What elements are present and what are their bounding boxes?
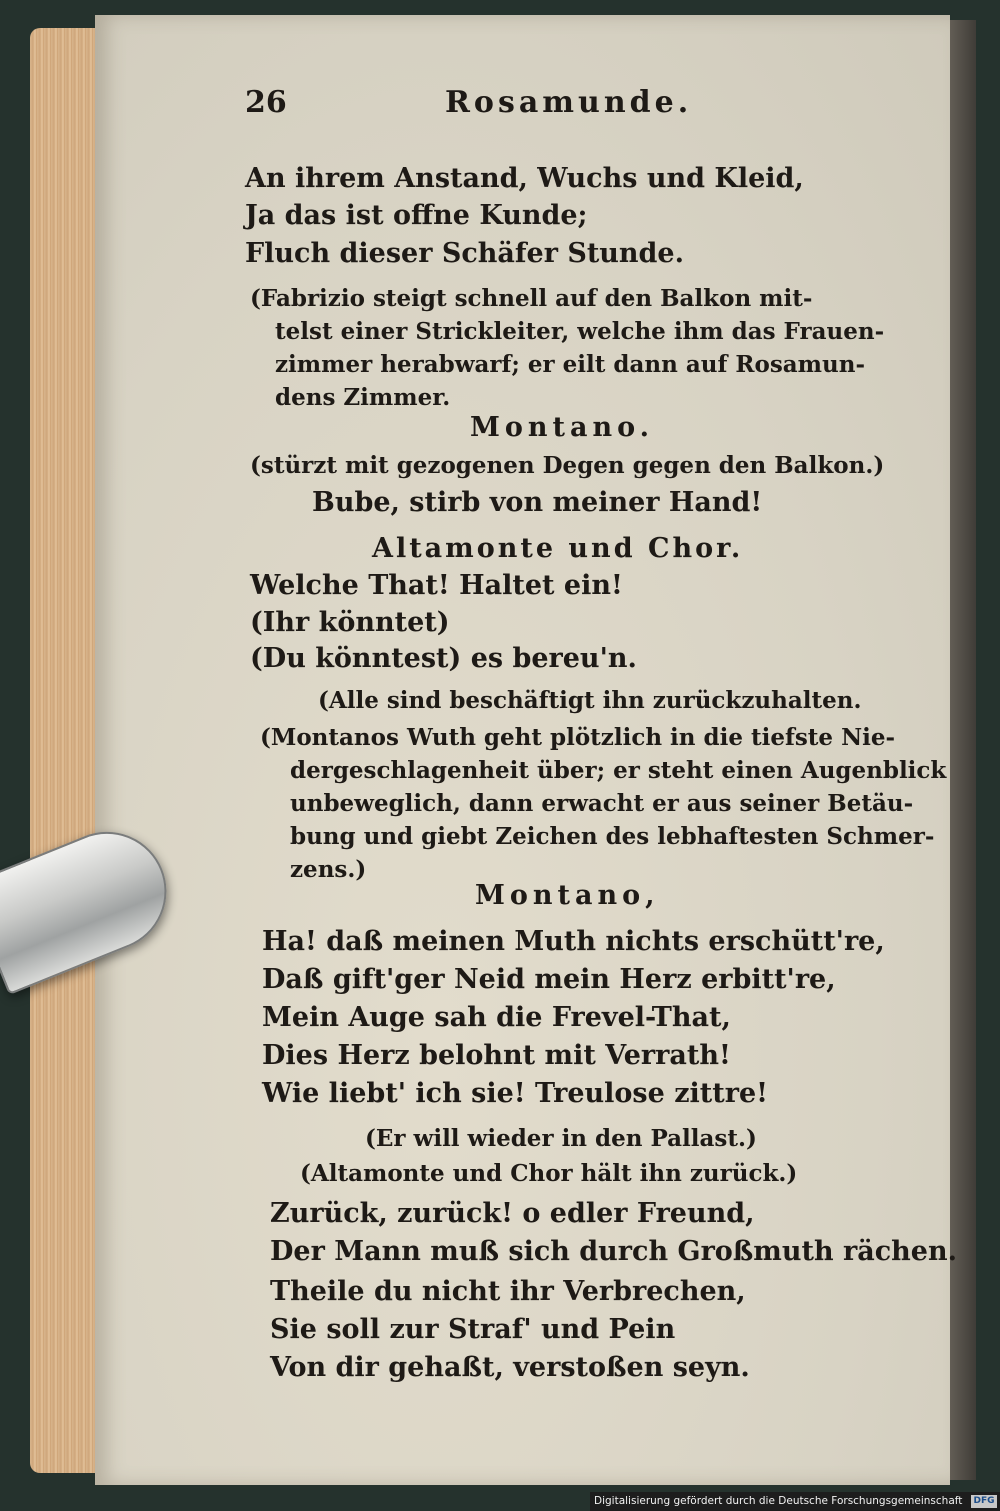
stage-direction: dens Zimmer.	[275, 384, 451, 411]
footer-bar	[590, 1492, 1000, 1511]
stage-direction: (Er will wieder in den Pallast.)	[365, 1125, 757, 1152]
verse-line: Der Mann muß sich durch Großmuth rächen.	[270, 1236, 958, 1267]
stage-direction: (Alle sind beschäftigt ihn zurückzuhalten.	[318, 687, 862, 714]
verse-line: Zurück, zurück! o edler Freund,	[270, 1198, 755, 1229]
verse-line: (Du könntest) es bereu'n.	[250, 643, 637, 674]
verse-line: Ha! daß meinen Muth nichts erschütt're,	[262, 926, 885, 957]
verse-line: Ja das ist offne Kunde;	[245, 200, 588, 231]
stage-direction: telst einer Strickleiter, welche ihm das Frauen-	[275, 318, 885, 345]
stage-direction: zens.)	[290, 856, 367, 883]
verse-line: Theile du nicht ihr Verbrechen,	[270, 1276, 746, 1307]
verse-line: Mein Auge sah die Frevel-That,	[262, 1002, 731, 1033]
stage-direction: (Fabrizio steigt schnell auf den Balkon mit-	[250, 285, 813, 312]
verse-line: An ihrem Anstand, Wuchs und Kleid,	[245, 163, 804, 194]
verse-line: Sie soll zur Straf' und Pein	[270, 1314, 676, 1345]
speaker-name: Montano,	[475, 880, 660, 911]
stage-direction: zimmer herabwarf; er eilt dann auf Rosamun-	[275, 351, 865, 378]
running-title: Rosamunde.	[445, 85, 693, 120]
digitization-credit: Digitalisierung gefördert durch die Deutsche Forschungsgemeinschaft	[594, 1495, 963, 1507]
verse-line: Fluch dieser Schäfer Stunde.	[245, 238, 685, 269]
stage-direction: unbeweglich, dann erwacht er aus seiner Betäu-	[290, 790, 914, 817]
speaker-name: Montano.	[470, 412, 655, 443]
verse-line: Von dir gehaßt, verstoßen seyn.	[270, 1352, 750, 1383]
speaker-name: Altamonte und Chor.	[372, 533, 744, 564]
verse-line: Wie liebt' ich sie! Treulose zittre!	[262, 1078, 768, 1109]
verse-line: Welche That! Haltet ein!	[250, 570, 623, 601]
verse-line: (Ihr könntet)	[250, 607, 450, 638]
page-header	[245, 85, 945, 125]
verse-line: Daß gift'ger Neid mein Herz erbitt're,	[262, 964, 836, 995]
verse-line: Bube, stirb von meiner Hand!	[312, 487, 763, 518]
stage-direction: (Altamonte und Chor hält ihn zurück.)	[300, 1160, 798, 1187]
page-number: 26	[245, 85, 287, 120]
stage-direction: (stürzt mit gezogenen Degen gegen den Balkon.)	[250, 452, 885, 479]
stage-direction: bung und giebt Zeichen des lebhaftesten Schmer-	[290, 823, 935, 850]
dfg-logo: DFG	[971, 1495, 997, 1508]
verse-line: Dies Herz belohnt mit Verrath!	[262, 1040, 731, 1071]
stage-direction: (Montanos Wuth geht plötzlich in die tiefste Nie-	[260, 724, 896, 751]
stage-direction: dergeschlagenheit über; er steht einen Augenblick	[290, 757, 947, 784]
